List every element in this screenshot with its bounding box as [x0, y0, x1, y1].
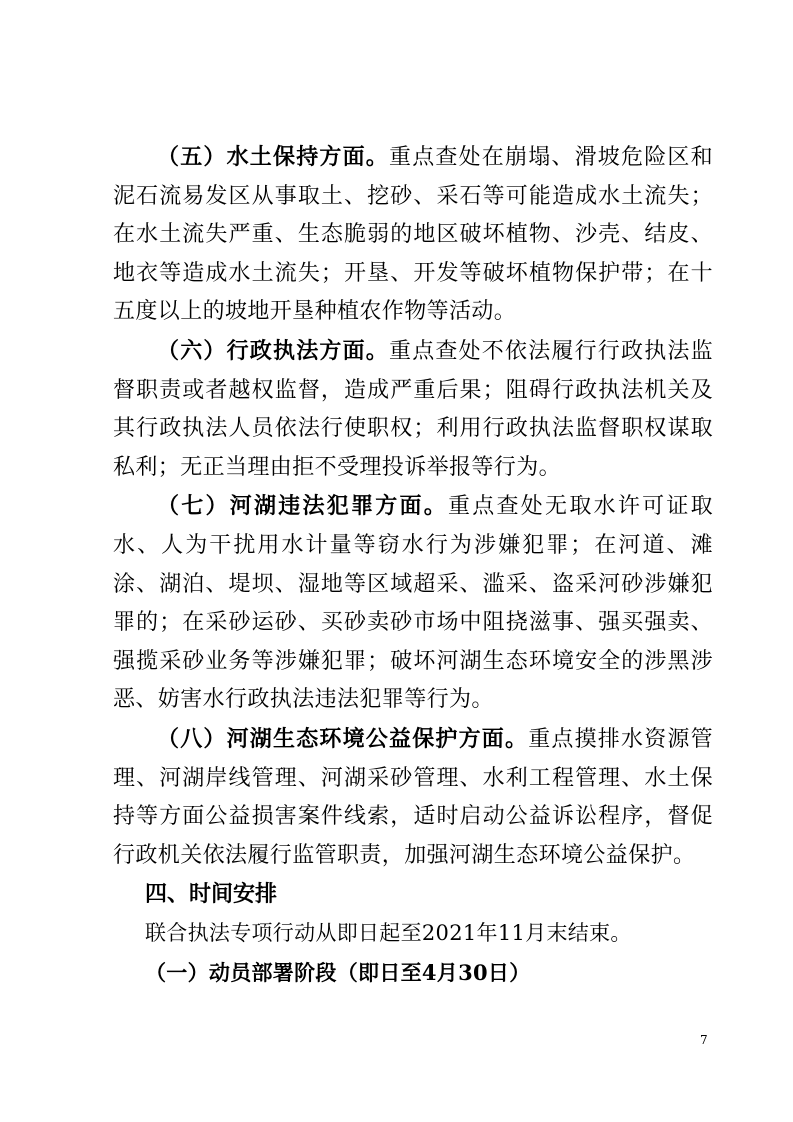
paragraph-lead: （六）行政执法方面。: [157, 337, 389, 364]
stage-one-heading: （一）动员部署阶段（即日至4月30日）: [145, 960, 531, 986]
paragraph-administrative-enforcement: [113, 332, 713, 487]
document-body: [113, 138, 713, 992]
paragraph-text: 重点查处无取水许可证取水、人为干扰用水计量等窃水行为涉嫌犯罪；在河道、滩涂、湖泊、堤坝、湿地等区域超采、滥采、盗采河砂涉嫌犯罪的；在采砂运砂、买砂卖砂市场中阻挠滋事、强买强卖、强揽采砂业务等涉嫌犯罪；破坏河湖生态环境安全的涉黑涉恶、妨害水行政执法违法犯罪等行为。: [113, 494, 713, 713]
paragraph-text: 重点查处在崩塌、滑坡危险区和泥石流易发区从事取土、挖砂、采石等可能造成水土流失；在水土流失严重、生态脆弱的地区破坏植物、沙壳、结皮、地衣等造成水土流失；开垦、开发等破坏植物保护带；在十五度以上的坡地开垦种植农作物等活动。: [113, 145, 713, 325]
paragraph-text: 重点摸排水资源管理、河湖岸线管理、河湖采砂管理、水利工程管理、水土保持等方面公益损害案件线索，适时启动公益诉讼程序，督促行政机关依法履行监管职责，加强河湖生态环境公益保护。: [113, 726, 714, 868]
paragraph-lead: （七）河湖违法犯罪方面。: [157, 493, 449, 520]
paragraph-public-interest-protection: [113, 720, 713, 875]
paragraph-lead: （五）水土保持方面。: [157, 144, 389, 170]
paragraph-text: 重点查处不依法履行行政执法监督职责或者越权监督，造成严重后果；阻碍行政执法机关及其行政执法人员依法行使职权；利用行政执法监督职权谋取私利；无正当理由拒不受理投诉举报等行为。: [113, 338, 713, 480]
paragraph-lead: （八）河湖生态环境公益保护方面。: [157, 725, 529, 752]
section-heading-schedule: 四、时间安排: [145, 882, 278, 908]
paragraph-river-lake-crimes: [113, 487, 713, 720]
paragraph-water-soil-conservation: [113, 138, 713, 332]
schedule-text: 联合执法专项行动从即日起至2021年11月末结束。: [145, 921, 632, 946]
page-number: 7: [700, 1033, 708, 1047]
